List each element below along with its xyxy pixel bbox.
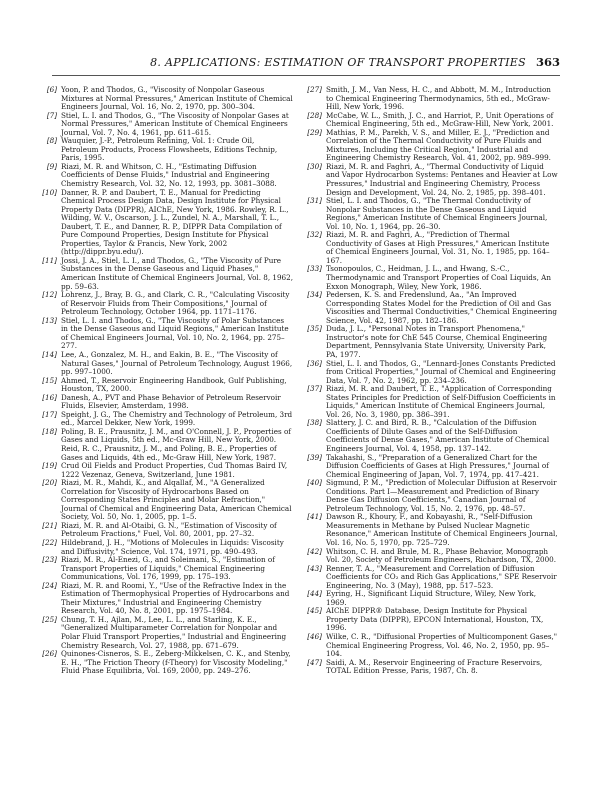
reference-entry: [40, 411, 293, 428]
reference-text: Stiel, L. I. and Thodos, G., "The Viscosity of Polar Substances in the Dense Gaseous and Liquid Regions," American Institute of Chemical Engineers Journal, Vol. 10, No. 2, 1964, pp. 275–277.: [61, 315, 289, 351]
reference-entry: [305, 633, 558, 659]
reference-text: Yoon, P. and Thodos, G., "Viscosity of Nonpolar Gaseous Mixtures at Normal Pressures," American Institute of Chemical Engineers Journal, Vol. 16, No. 2, 1970, pp. 300–304.: [61, 85, 293, 112]
reference-entry: [305, 659, 558, 676]
reference-entry: [305, 86, 558, 112]
reference-text: Eyring, H., Significant Liquid Structure, Wiley, New York, 1969.: [326, 589, 537, 607]
reference-text: Pedersen, K. S. and Fredenslund, Aa., "An Improved Corresponding States Model for the Prediction of Oil and Gas Viscosities and Thermal Conductivities," Chemical Engineering Science, Vol. 42, 1987, pp. 182–186.: [326, 290, 557, 325]
reference-entry: [40, 462, 293, 479]
reference-text: Stiel, L. I. and Thodos, G., "Lennard-Jones Constants Predicted from Critical Properties," Journal of Chemical and Engineering Data, Vol. 7, No. 2, 1962, pp. 234–236.: [326, 358, 556, 385]
reference-entry: [305, 479, 558, 513]
reference-text: Ahmed, T., Reservoir Engineering Handbook, Gulf Publishing, Houston, TX, 2000.: [61, 375, 287, 394]
reference-text: Slattery, J. C. and Bird, R. B., "Calculation of the Diffusion Coefficients of Dilute Gases and of the Self-Diffusion Coefficients of Dense Gases," American Institute of Chemical Engineers Journal, Vol. 4, 1958, pp. 137–142.: [326, 418, 550, 453]
reference-number: [42]: [307, 546, 322, 556]
reference-entry: [305, 291, 558, 325]
reference-entry: [305, 163, 558, 197]
reference-entry: [40, 556, 293, 582]
reference-text: Riazi, M. R. and Roomi, Y., "Use of the Refractive Index in the Estimation of Thermophysical Properties of Hydrocarbons and Their Mixtures," Industrial and Engineering Chemistry Research, Vol. 40, No. 8, 2001, pp. 1975–1984.: [61, 580, 290, 616]
reference-text: Lohrenz, J., Bray, B. G., and Clark, C. R., "Calculating Viscosity of Reservoir Fluids from Their Compositions," Journal of Petroleum Technology, October 1964, pp. 1171–1176.: [61, 290, 290, 317]
reference-text: Renner, T. A., "Measurement and Correlation of Diffusion Coefficients for CO₂ and Rich Gas Applications," SPE Reservoir Engineering, No. 3 (May), 1988, pp. 517–523.: [326, 563, 557, 590]
reference-number: [10]: [42, 187, 57, 197]
reference-text: Wilke, C. R., "Diffusional Properties of Multicomponent Gases," Chemical Engineering Progress, Vol. 46, No. 2, 1950, pp. 95–104.: [326, 632, 558, 659]
reference-number: [21]: [42, 520, 57, 530]
reference-text: Mathias, P. M., Parekh, V. S., and Miller, E. J., "Prediction and Correlation of the Thermal Conductivity of Pure Fluids and Mixtures, Including the Critical Region," Industrial and Engineering Chemistry Research, Vol. 41, 2002, pp. 989–999.: [326, 127, 551, 163]
reference-number: [46]: [307, 632, 322, 641]
reference-text: Riazi, M. R. and Whitson, C. H., "Estimating Diffusion Coefficients of Dense Fluids," Industrial and Engineering Chemistry Research, Vol. 32, No. 12, 1993, pp. 3081–3088.: [61, 161, 277, 189]
reference-entry: [40, 317, 293, 351]
reference-entry: [305, 565, 558, 591]
reference-text: Sigmund, P. M., "Prediction of Molecular Diffusion at Reservoir Conditions. Part I—Measurement and Prediction of Binary Dense Gas Diffusion Coefficients," Canadian Journal of Petroleum Technology, Vol. 15, No. 2, 1976, pp. 48–57.: [326, 478, 557, 513]
reference-entry: [305, 231, 558, 265]
reference-text: Hildebrand, J. H., "Motions of Molecules in Liquids: Viscosity and Diffusivity," Science, Vol. 174, 1971, pp. 490–493.: [61, 537, 284, 556]
reference-text: Poling, B. E., Prausnitz, J. M., and O'Connell, J. P., Properties of Gases and Liquids, 5th ed., Mc-Graw Hill, New York, 2000. Reid, R. C., Prausnitz, J. M., and Poling, B. E., Properties of Gases and Liquids, 4th ed., Mc-Graw Hill, New York, 1987.: [61, 426, 291, 462]
reference-text: Riazi, M. R., Mahdi, K., and Alqallaf, M., "A Generalized Correlation for Viscosity of Hydrocarbons Based on Corresponding States Principles and Molar Refraction," Journal of Chemical and Engineering Data, American Chemical Society, Vol. 50, No. 1, 2005, pp. 1–5.: [61, 478, 292, 522]
reference-text: Wauquier, J.-P., Petroleum Refining, Vol. 1: Crude Oil, Petroleum Products, Process Flowsheets, Editions Technip, Paris, 1995.: [61, 136, 278, 163]
reference-text: Riazi, M. R. and Daubert, T. E., "Application of Corresponding States Principles for Prediction of Self-Diffusion Coefficients in Liquids," American Institute of Chemical Engineers Journal, Vol. 26, No. 3, 1980, pp. 386–391.: [326, 384, 556, 419]
reference-entry: [305, 360, 558, 386]
reference-text: Riazi, M. R. and Al-Otaibi, G. N., "Estimation of Viscosity of Petroleum Fractions," Fuel, Vol. 80, 2001, pp. 27–32.: [61, 520, 277, 539]
reference-text: Takahashi, S., "Preparation of a Generalized Chart for the Diffusion Coefficients of Gases at High Pressures," Journal of Chemical Engineering of Japan, Vol. 7, 1974, pp. 417–421.: [326, 452, 549, 479]
reference-entry: [305, 454, 558, 480]
reference-number: [38]: [307, 418, 322, 428]
references-column-right: [305, 86, 558, 752]
reference-number: [9]: [46, 161, 57, 171]
reference-entry: [40, 479, 293, 522]
reference-text: Whitson, C. H. and Brule, M. R., Phase Behavior, Monograph Vol. 20, Society of Petroleum Engineers, Richardson, TX, 2000.: [326, 546, 557, 565]
reference-entry: [40, 650, 293, 676]
reference-number: [26]: [42, 649, 57, 659]
reference-text: McCabe, W. L., Smith, J. C., and Harriot, P., Unit Operations of Chemical Engineering, 5th ed., McGraw-Hill, New York, 2001.: [326, 110, 554, 129]
reference-text: Stiel, L. I. and Thodos, G., "The Thermal Conductivity of Nonpolar Substances in the Dense Gaseous and Liquid Regions," American Institute of Chemical Engineers Journal, Vol. 10, No. 1, 1964, pp. 26–30.: [326, 196, 548, 231]
reference-text: Riazi, M. R. and Faghri, A., "Prediction of Thermal Conductivity of Gases at High Pressures," American Institute of Chemical Engineers Journal, Vol. 31, No. 1, 1985, pp. 164–167.: [326, 230, 550, 265]
reference-number: [33]: [307, 264, 322, 274]
reference-text: Danner, R. P. and Daubert, T. E., Manual for Predicting Chemical Process Design Data, Design Institute for Physical Property Data (DIPPR), AIChE, New York, 1986. Rowley, R. L., Wilding, W. V., Oscarson, J. L., Zundel, N. A., Marshall, T. L., Daubert, T. E., and Danner, R. P., DIPPR Data Compilation of Pure Compound Properties, Design Institute for Physical Properties, Taylor & Francis, New York, 2002 (http://dippr.byu.edu/).: [61, 187, 289, 257]
reference-entry: [305, 129, 558, 163]
reference-number: [8]: [46, 136, 57, 146]
references-body: [40, 86, 558, 752]
reference-number: [24]: [42, 580, 57, 590]
page-number: 363: [535, 55, 560, 69]
reference-text: Riazi, M. R., Al-Enezi, G., and Soleimani, S., "Estimation of Transport Properties of Liquids," Chemical Engineering Communications, Vol. 176, 1999, pp. 175–193.: [61, 555, 275, 582]
reference-number: [34]: [307, 290, 322, 300]
reference-text: Duda, J. L., "Personal Notes in Transport Phenomena," Instructor's note for ChE 545 Course, Chemical Engineering Department, Pennsylvania State University, University Park, PA, 1977.: [326, 324, 548, 359]
reference-entry: [40, 112, 293, 138]
reference-number: [28]: [307, 110, 322, 120]
reference-text: Jossi, J. A., Stiel, L. I., and Thodos, G., "The Viscosity of Pure Substances in the Dense Gaseous and Liquid Phases," American Institute of Chemical Engineers Journal, Vol. 8, 1962, pp. 59–63.: [61, 255, 293, 291]
reference-number: [47]: [307, 657, 322, 667]
reference-entry: [40, 616, 293, 650]
reference-entry: [305, 607, 558, 633]
reference-number: [40]: [307, 478, 322, 488]
reference-entry: [40, 189, 293, 257]
reference-number: [6]: [46, 85, 57, 94]
reference-entry: [40, 137, 293, 163]
reference-entry: [305, 419, 558, 453]
reference-number: [15]: [42, 375, 57, 385]
reference-number: [18]: [42, 426, 57, 436]
reference-number: [16]: [42, 392, 57, 402]
reference-number: [22]: [42, 537, 57, 547]
reference-text: Stiel, L. I. and Thodos, G., "The Viscosity of Nonpolar Gases at Normal Pressures," American Institute of Chemical Engineers Journal, Vol. 7, No. 4, 1961, pp. 611–615.: [61, 110, 289, 137]
reference-entry: [305, 590, 558, 607]
reference-entry: [305, 513, 558, 547]
reference-entry: [40, 428, 293, 462]
reference-number: [19]: [42, 461, 57, 471]
reference-number: [17]: [42, 409, 57, 419]
reference-entry: [40, 582, 293, 616]
chapter-title: 8. APPLICATIONS: ESTIMATION OF TRANSPORT PROPERTIES: [150, 56, 526, 69]
reference-number: [37]: [307, 384, 322, 394]
reference-entry: [305, 385, 558, 419]
reference-number: [45]: [307, 606, 322, 616]
reference-text: Danesh, A., PVT and Phase Behavior of Petroleum Reservoir Fluids, Elsevier, Amsterdam, 1998.: [61, 392, 281, 411]
reference-number: [36]: [307, 358, 322, 368]
reference-entry: [40, 394, 293, 411]
reference-text: Tsonopoulos, C., Heidman, J. L., and Hwang, S.-C., Thermodynamic and Transport Properties of Coal Liquids, An Exxon Monograph, Wiley, New York, 1986.: [326, 264, 551, 291]
reference-text: Saidi, A. M., Reservoir Engineering of Fracture Reservoirs, TOTAL Edition Presse, Paris, 1987, Ch. 8.: [326, 657, 543, 676]
reference-number: [23]: [42, 555, 57, 565]
reference-number: [43]: [307, 563, 322, 573]
reference-number: [30]: [307, 161, 322, 171]
reference-text: Crud Oil Fields and Product Properties, Cud Thomas Baird IV, 1222 Vezenaz, Geneva, Switzerland, June 1981.: [61, 461, 288, 479]
reference-number: [27]: [307, 85, 322, 94]
reference-number: [13]: [42, 315, 57, 325]
reference-number: [44]: [307, 589, 322, 599]
reference-entry: [40, 539, 293, 556]
reference-text: Quinones-Cisneros, S. E., Zeberg-Mikkelsen, C. K., and Stenby, E. H., "The Friction Theory (f-Theory) for Viscosity Modeling," Fluid Phase Equilibria, Vol. 169, 2000, pp. 249–276.: [61, 649, 291, 676]
reference-number: [31]: [307, 196, 322, 206]
reference-text: Lee, A., Gonzalez, M. H., and Eakin, B. E., "The Viscosity of Natural Gases," Journal of Petroleum Technology, August 1966, pp. 997–1000.: [61, 349, 293, 377]
reference-text: Speight, J. G., The Chemistry and Technology of Petroleum, 3rd ed., Marcel Dekker, New York, 1999.: [61, 409, 293, 428]
reference-entry: [40, 291, 293, 317]
reference-entry: [305, 548, 558, 565]
reference-number: [29]: [307, 127, 322, 137]
reference-number: [39]: [307, 452, 322, 462]
reference-number: [7]: [46, 110, 57, 120]
reference-entry: [40, 163, 293, 189]
reference-number: [14]: [42, 349, 57, 359]
reference-text: AIChE DIPPR® Database, Design Institute for Physical Property Data (DIPPR), EPCON International, Houston, TX, 1996.: [326, 606, 544, 633]
reference-number: [12]: [42, 290, 57, 300]
reference-text: Smith, J. M., Van Ness, H. C., and Abbott, M. M., Introduction to Chemical Engineering Thermodynamics, 5th ed., McGraw-Hill, New York, 1996.: [326, 85, 551, 112]
reference-entry: [40, 522, 293, 539]
reference-number: [11]: [42, 255, 57, 265]
reference-entry: [40, 257, 293, 291]
reference-entry: [40, 351, 293, 377]
reference-entry: [305, 112, 558, 129]
reference-number: [35]: [307, 324, 322, 334]
reference-text: Riazi, M. R. and Faghri, A., "Thermal Conductivity of Liquid and Vapor Hydrocarbon Systems: Pentanes and Heavier at Low Pressures," Industrial and Engineering Chemistry, Process Design and Development, Vol. 24, No. 2, 1985, pp. 398–401.: [326, 161, 558, 197]
running-header: [52, 55, 560, 76]
reference-number: [25]: [42, 614, 57, 624]
reference-entry: [305, 325, 558, 359]
reference-number: [41]: [307, 512, 322, 522]
reference-entry: [305, 197, 558, 231]
reference-number: [32]: [307, 230, 322, 240]
reference-number: [20]: [42, 478, 57, 488]
reference-text: Chung, T. H., Ajlan, M., Lee, L. L., and Starling, K. E., "Generalized Multiparameter Correlation for Nonpolar and Polar Fluid Transport Properties," Industrial and Engineering Chemistry Research, Vol. 27, 1988, pp. 671–679.: [61, 614, 287, 650]
reference-entry: [305, 265, 558, 291]
references-column-left: [40, 86, 293, 752]
reference-entry: [40, 377, 293, 394]
reference-entry: [40, 86, 293, 112]
reference-text: Dawson R., Khoury, F., and Kobayashi, R., "Self-Diffusion Measurements in Methane by Pulsed Nuclear Magnetic Resonance," American Institute of Chemical Engineers Journal, Vol. 16, No. 5, 1970, pp. 725–729.: [326, 512, 558, 547]
